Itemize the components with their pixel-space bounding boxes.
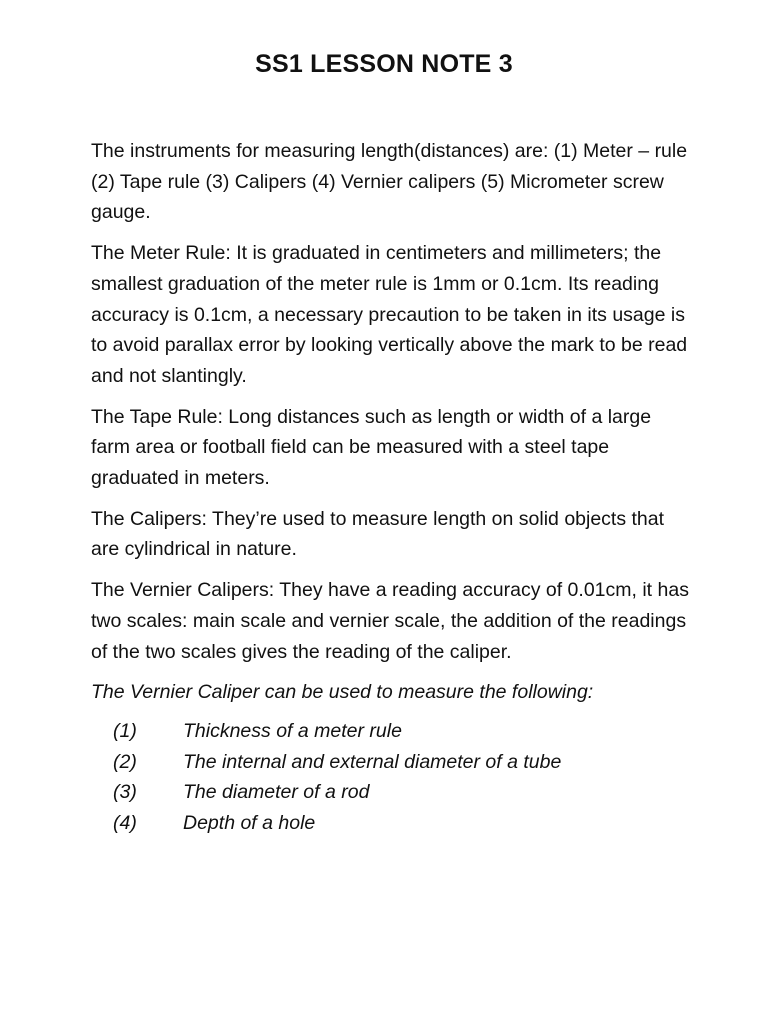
list-item-text: The internal and external diameter of a tube [183,750,562,773]
list-item-text: Thickness of a meter rule [183,719,402,742]
list-item [91,716,691,747]
list-item-text: The diameter of a rod [183,781,370,804]
list-item-number: (4) [113,812,137,835]
list-item-number: (1) [113,719,137,742]
list-item-number: (2) [113,750,137,773]
paragraph-meter-rule: The Meter Rule: It is graduated in centimeters and millimeters; the smallest graduation of the meter rule is 1mm or 0.1cm. Its reading accuracy is 0.1cm, a necessary precaution to be taken in its usage is to avoid parallax error by looking vertically above the mark to be read and not slantingly. [91,242,688,387]
list-item-number: (3) [113,781,137,804]
paragraph-vernier-calipers: The Vernier Calipers: They have a reading accuracy of 0.01cm, it has two scales: main scale and vernier scale, the addition of the readings of the two scales gives the reading of the caliper. [91,579,689,663]
paragraph-calipers: The Calipers: They’re used to measure length on solid objects that are cylindrical in nature. [91,507,665,561]
paragraph-instruments-intro: The instruments for measuring length(distances) are: (1) Meter – rule (2) Tape rule (3) Calipers (4) Vernier calipers (5) Micrometer screw gauge. [91,140,688,224]
vernier-uses-list [91,716,691,839]
lesson-body [91,136,691,839]
page-title: SS1 LESSON NOTE 3 [255,50,513,78]
paragraph-tape-rule: The Tape Rule: Long distances such as length or width of a large farm area or football field can be measured with a steel tape graduated in meters. [91,405,652,490]
list-item-text: Depth of a hole [183,812,316,835]
list-item [91,808,691,839]
list-intro: The Vernier Caliper can be used to measure the following: [91,681,594,704]
list-item [91,777,691,808]
list-item [91,747,691,778]
